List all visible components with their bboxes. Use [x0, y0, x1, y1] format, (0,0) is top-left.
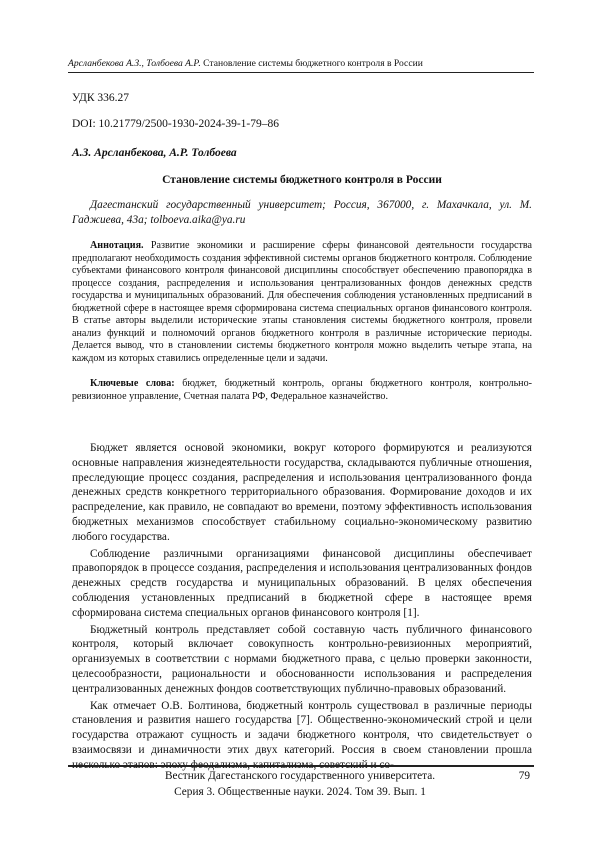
- author-affiliation: Дагестанский государственный университет; Россия, 367000, г. Махачкала, ул. М. Гаджиева, 43а; tolboeva.aika@ya.ru: [72, 199, 532, 226]
- footer-journal-name: Вестник Дагестанского государственного университета.: [164, 770, 436, 782]
- abstract-label: Аннотация.: [90, 240, 144, 251]
- keywords: [72, 378, 532, 403]
- page-number: 79: [518, 770, 530, 782]
- footer-series: Серия 3. Общественные науки. 2024. Том 39. Вып. 1: [174, 786, 426, 798]
- running-header-title: Становление системы бюджетного контроля в России: [203, 58, 423, 69]
- keywords-text: бюджет, бюджетный контроль, органы бюджетного контроля, контрольно-ревизионное управление, Счетная палата РФ, Федеральное казначейство.: [72, 378, 532, 402]
- body-paragraph: Бюджет является основой экономики, вокруг которого формируются и реализуются основные направления жизнедеятельности государства, складываются публичные отношения, преследующие процесс создания, распределения и использования централизованного фонда денежных средств конкретного территориального образования. Формирование доходов и их распределение, как правило, не совпадают во времени, поэтому эффективность использования бюджетных механизмов способствует стабильному социально-экономическому развитию любого государства.: [72, 442, 532, 543]
- article-title: Становление системы бюджетного контроля в России: [162, 174, 442, 186]
- body-paragraph: Бюджетный контроль представляет собой составную часть публичного финансового контроля, который включает совокупность контрольно-ревизионных мероприятий, организуемых в соответствии с нормами бюджетного права, с целью проверки законности, целесообразности, рациональности и обоснованности использования и распределения централизованных денежных фондов соответствующих публично-правовых образований.: [72, 623, 532, 695]
- article-authors: А.З. Арсланбекова, А.Р. Толбоева: [72, 147, 237, 159]
- udk-code: УДК 336.27: [72, 92, 129, 104]
- article-body: [72, 441, 532, 773]
- body-paragraph: Как отмечает О.В. Болтинова, бюджетный контроль существовал в различные периоды становления и развития нашего государства [7]. Общественно-экономический строй и цели государства отражают сущность и задачи бюджетного контроля, что свидетельствует о взаимосвязи и динамичности этих двух категорий. Россия в своем становлении прошла несколько этапов: эпоху феодализма, капитализма, советский и со-: [72, 699, 532, 771]
- body-paragraph: Соблюдение различными организациями финансовой дисциплины обеспечивает правопорядок в процессе создания, распределения и использования централизованных фондов денежных средств государства и муниципальных образований. В целях обеспечения соблюдения установленных предписаний в бюджетной сфере в настоящее время сформирована система специальных органов финансового контроля [1].: [72, 547, 532, 619]
- footer-divider: [68, 765, 534, 767]
- abstract-text: Развитие экономики и расширение сферы финансовой деятельности государства предполагают необходимость создания эффективной системы органов бюджетного контроля. Соблюдение субъектами финансового контроля финансовой дисциплины способствует обеспечению правопорядка в процессе создания, распределения и использования централизованных фондов денежных средств государства и муниципальных образований. Для обеспечения соблюдения установленных предписаний в бюджетной сфере в настоящее время сформирована система специальных органов финансового контроля. В статье авторы выделили исторические этапы становления системы бюджетного контроля, провели анализ функций и полномочий органов бюджетного контроля в различные исторические периоды. Делается вывод, что в становлении системы бюджетного контроля можно выделить четыре этапа, на каждом из которых ставились определенные цели и задачи.: [72, 240, 532, 364]
- abstract: [72, 240, 532, 365]
- doi: DOI: 10.21779/2500-1930-2024-39-1-79–86: [72, 118, 279, 130]
- running-header: [68, 58, 534, 73]
- running-header-authors: Арсланбекова А.З., Толбоева А.Р.: [68, 58, 201, 69]
- keywords-label: Ключевые слова:: [90, 378, 175, 389]
